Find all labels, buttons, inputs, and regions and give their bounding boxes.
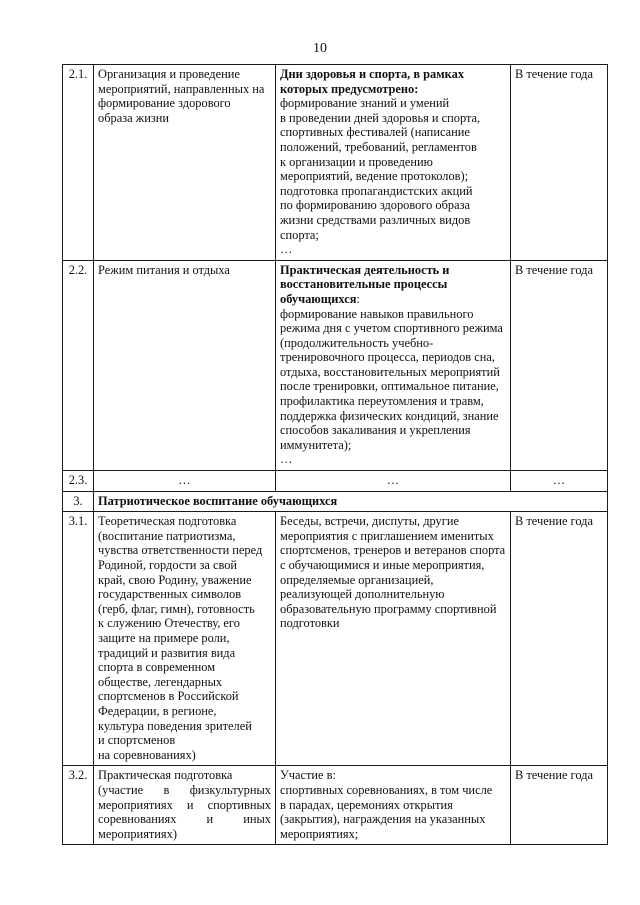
content-line: иммунитета); bbox=[280, 437, 352, 452]
content-line: к организации и проведению bbox=[280, 154, 433, 169]
event-name-line: чувства ответственности перед bbox=[98, 543, 263, 558]
content-line: спортсменов, тренеров и ветеранов спорта bbox=[280, 543, 506, 558]
event-name-cell bbox=[94, 512, 276, 766]
content-line: определяемые организацией, bbox=[280, 572, 434, 587]
row-number: 2.3. bbox=[63, 471, 94, 492]
event-name-line: культура поведения зрителей bbox=[98, 718, 252, 733]
event-name-line: образа жизни bbox=[98, 110, 170, 125]
term-cell: В течение года bbox=[511, 512, 608, 766]
event-content-cell bbox=[276, 260, 511, 470]
row-number: 2.1. bbox=[63, 65, 94, 261]
table-row-3-1 bbox=[63, 512, 608, 766]
section-row-3 bbox=[63, 491, 608, 512]
event-name-line: мероприятий, направленных на bbox=[98, 81, 265, 96]
event-name-line: спортсменов в Российской bbox=[98, 689, 239, 704]
event-name-line: защите на примере роли, bbox=[98, 630, 230, 645]
term-cell: … bbox=[511, 471, 608, 492]
term-cell: В течение года bbox=[511, 65, 608, 261]
event-name-line: государственных символов bbox=[98, 587, 242, 602]
event-name-line: мероприятиях) bbox=[98, 826, 177, 841]
event-name-line: традиций и развития вида bbox=[98, 645, 236, 660]
content-line: отдыха, восстановительных мероприятий bbox=[280, 364, 500, 379]
event-name-line: край, свою Родину, уважение bbox=[98, 572, 252, 587]
content-heading-suffix: : bbox=[356, 291, 360, 306]
content-heading: Дни здоровья и спорта, в рамках bbox=[280, 67, 465, 81]
page-number: 10 bbox=[313, 41, 327, 56]
event-name-line: Организация и проведение bbox=[98, 67, 240, 81]
section-title: Патриотическое воспитание обучающихся bbox=[94, 491, 608, 512]
term-cell: В течение года bbox=[511, 766, 608, 845]
content-line: образовательную программу спортивной bbox=[280, 601, 497, 616]
content-line: подготовки bbox=[280, 616, 340, 631]
term-cell: В течение года bbox=[511, 260, 608, 470]
row-number: 3.2. bbox=[63, 766, 94, 845]
content-line: после тренировки, оптимальное питание, bbox=[280, 379, 499, 394]
content-line: мероприятий, ведение протоколов); bbox=[280, 169, 469, 184]
content-line: по формированию здорового образа bbox=[280, 198, 470, 213]
content-line: спортивных фестивалей (написание bbox=[280, 125, 470, 140]
event-name-line: (участие в физкультурных bbox=[98, 782, 271, 797]
event-name-line: (герб, флаг, гимн), готовность bbox=[98, 601, 255, 616]
content-line: поддержка физических кондиций, знание bbox=[280, 408, 499, 423]
content-line: положений, требований, регламентов bbox=[280, 139, 477, 154]
event-name-line: Теоретическая подготовка bbox=[98, 514, 237, 529]
content-line: жизни средствами различных видов bbox=[280, 212, 471, 227]
event-name-line: Режим питания и отдыха bbox=[98, 262, 230, 277]
content-line: мероприятия с приглашением именитых bbox=[280, 528, 494, 543]
section-number: 3. bbox=[63, 491, 94, 512]
event-name-line: формирование здорового bbox=[98, 96, 231, 111]
event-name-line: Родиной, гордости за свой bbox=[98, 558, 238, 572]
event-name-line: обществе, легендарных bbox=[98, 674, 223, 689]
content-line: Участие в: bbox=[280, 768, 336, 783]
row-number: 3.1. bbox=[63, 512, 94, 766]
table-row-2-3 bbox=[63, 471, 608, 492]
event-name-line: спорта в современном bbox=[98, 660, 216, 675]
content-line: спортивных соревнованиях, в том числе bbox=[280, 782, 493, 797]
events-table bbox=[62, 64, 608, 845]
content-heading: Практическая деятельность и bbox=[280, 262, 450, 277]
event-name-line: соревнованиях и иных bbox=[98, 812, 271, 827]
event-name-line: к служению Отечеству, его bbox=[98, 616, 240, 631]
content-line: с обучающимися и иные мероприятия, bbox=[280, 558, 485, 572]
content-line: тренировочного процесса, периодов сна, bbox=[280, 350, 495, 365]
event-content-cell bbox=[276, 766, 511, 845]
content-line: спорта; bbox=[280, 227, 319, 242]
content-ellipsis: … bbox=[280, 452, 293, 467]
event-name-cell bbox=[94, 260, 276, 470]
content-line: режима дня с учетом спортивного режима bbox=[280, 321, 503, 336]
event-name-cell bbox=[94, 766, 276, 845]
content-line: (закрытия), награждения на указанных bbox=[280, 812, 486, 827]
content-line: формирование знаний и умений bbox=[280, 96, 450, 111]
content-line: мероприятиях; bbox=[280, 826, 359, 841]
event-name-line: Федерации, в регионе, bbox=[98, 703, 217, 718]
event-name-line: и спортсменов bbox=[98, 733, 176, 748]
content-line: в проведении дней здоровья и спорта, bbox=[280, 110, 481, 125]
content-heading: которых предусмотрено: bbox=[280, 81, 419, 96]
table-row-2-2 bbox=[63, 260, 608, 470]
event-name-cell bbox=[94, 65, 276, 261]
content-heading: обучающихся bbox=[280, 291, 357, 306]
content-ellipsis: … bbox=[280, 242, 293, 257]
table-row-2-1 bbox=[63, 65, 608, 261]
content-line: профилактика переутомления и травм, bbox=[280, 394, 484, 409]
event-name-cell: … bbox=[94, 471, 276, 492]
event-content-cell bbox=[276, 512, 511, 766]
event-name-line: Практическая подготовка bbox=[98, 768, 233, 783]
table-row-3-2 bbox=[63, 766, 608, 845]
event-name-line: (воспитание патриотизма, bbox=[98, 528, 236, 543]
event-content-cell bbox=[276, 65, 511, 261]
content-line: Беседы, встречи, диспуты, другие bbox=[280, 514, 459, 529]
content-line: реализующей дополнительную bbox=[280, 587, 445, 602]
event-name-line: мероприятиях и спортивных bbox=[98, 797, 271, 812]
content-line: в парадах, церемониях открытия bbox=[280, 797, 453, 812]
content-heading-line bbox=[280, 292, 506, 307]
content-line: (продолжительность учебно- bbox=[280, 335, 434, 350]
content-line: подготовка пропагандистских акций bbox=[280, 183, 473, 198]
event-content-cell: … bbox=[276, 471, 511, 492]
event-name-line: на соревнованиях) bbox=[98, 747, 196, 762]
content-line: формирование навыков правильного bbox=[280, 306, 474, 321]
content-heading: восстановительные процессы bbox=[280, 277, 448, 292]
content-line: способов закаливания и укрепления bbox=[280, 423, 471, 438]
row-number: 2.2. bbox=[63, 260, 94, 470]
